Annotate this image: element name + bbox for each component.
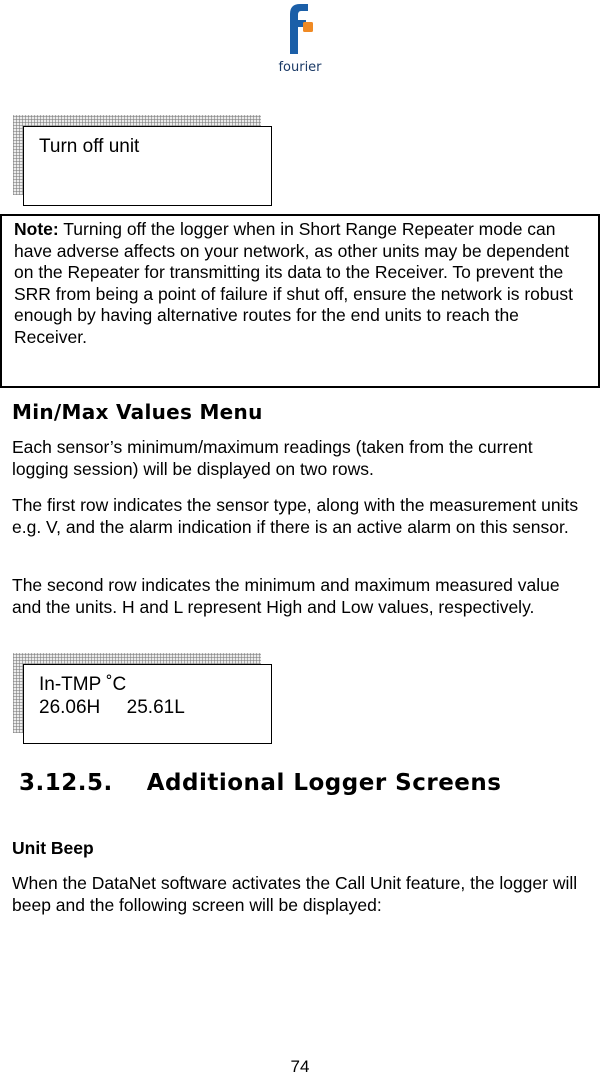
note-text: Turning off the logger when in Short Range Repeater mode can have adverse affects on your network, as other units may be dependent on the Repeater for transmitting its data to the Receiver. To prevent the SRR from being a point of failure if shut off, ensure the network is robust enough by having alternative routes for the end units to reach the Receiver. (14, 219, 573, 347)
logo-wordmark: fourier (278, 60, 322, 75)
note-label: Note: (14, 219, 59, 239)
unit-beep-label: Unit Beep (12, 838, 94, 858)
unit-beep-text: When the DataNet software activates the Call Unit feature, the logger will beep and the following screen will be displayed: (12, 873, 578, 915)
section-heading-minmax: Min/Max Values Menu (12, 400, 263, 424)
note-box (0, 214, 600, 388)
paragraph: Each sensor’s minimum/maximum readings (taken from the current logging session) will be displayed on two rows. (12, 437, 533, 479)
paragraph: The second row indicates the minimum and maximum measured value and the units. H and L represent High and Low values, respectively. (12, 575, 560, 617)
lcd-line-2: 26.06H 25.61L (39, 697, 185, 718)
logo-accent-square (303, 22, 313, 32)
lcd-line-1: In-TMP ˚C (39, 674, 127, 695)
page-number: 74 (290, 1057, 310, 1076)
paragraph: The first row indicates the sensor type, along with the measurement units e.g. V, and the alarm indication if there is an active alarm on this sensor. (12, 495, 579, 537)
subsection-heading: 3.12.5. Additional Logger Screens (19, 770, 502, 796)
lcd-screen-turn-off (23, 126, 272, 206)
lcd-line-1: Turn off unit (39, 136, 140, 157)
lcd-screen-minmax (23, 664, 272, 744)
